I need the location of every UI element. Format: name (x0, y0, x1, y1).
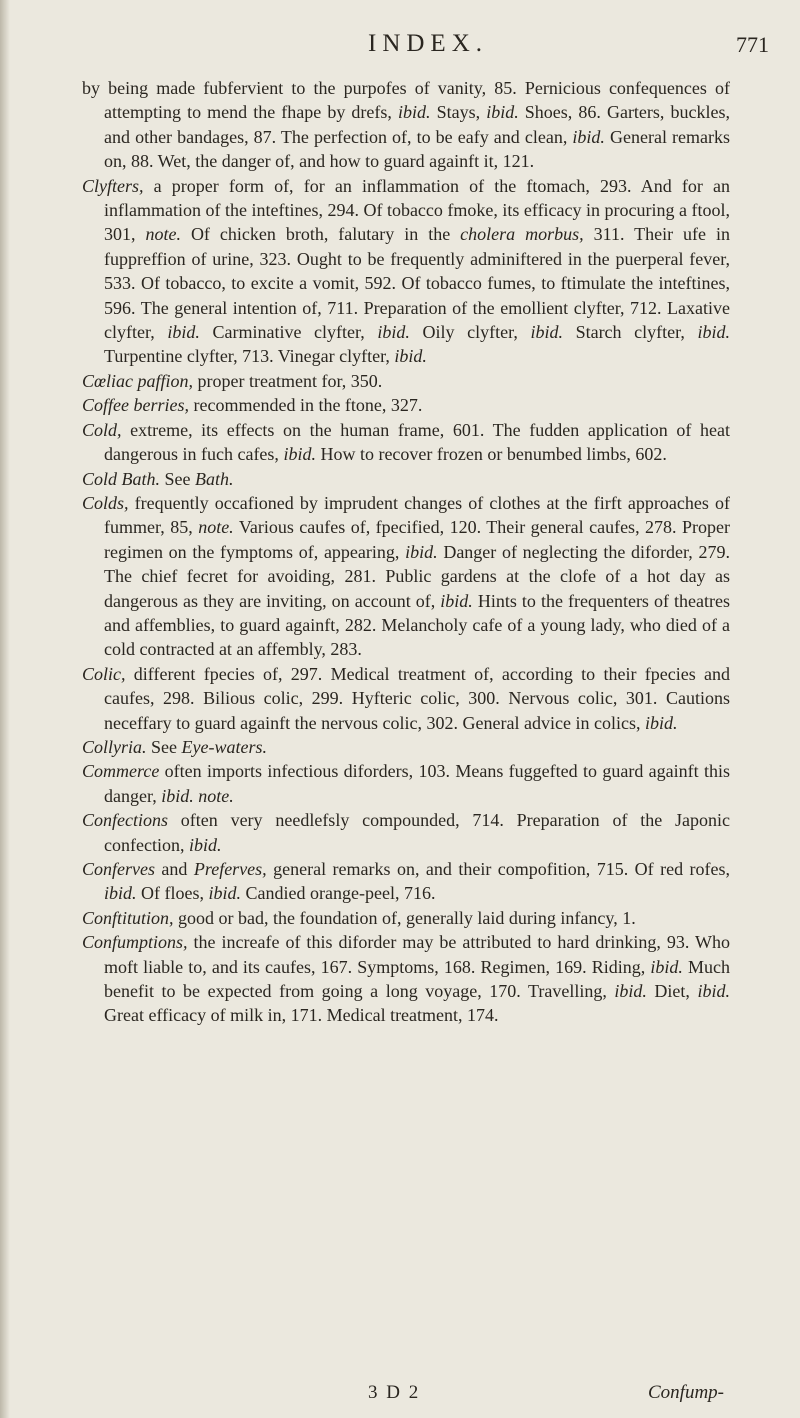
entry-text: 311. Their ufe in fuppreffion of urine, 323. Ought to be frequently adminiftered in the puerperal fever, 533. Of tobacco, to excite a vomit, 592. Of tobacco fumes, to ftimulate the inteftines, 596. The general intention of, 711. Preparation of the emollient clyfter, 712. Laxative clyfter, (104, 224, 730, 343)
entry-text: Oily clyfter, (409, 322, 531, 343)
entry-text: by being made fubfervient to the purpofes of vanity, 85. Pernicious confequences of attempting to mend the fhape by drefs, (82, 78, 730, 123)
entry-text: recommended in the ftone, 327. (188, 395, 423, 416)
entry-text: Much benefit to be expected from going a long voyage, 170. Travelling, (104, 956, 730, 1002)
signature-mark: 3 D 2 (368, 1382, 421, 1403)
entry-italic-text: ibid. (440, 590, 473, 611)
index-entry (82, 76, 730, 174)
index-entry (82, 418, 730, 467)
entry-text: How to recover frozen or benumbed limbs, 602. (315, 444, 667, 465)
entry-text: Turpentine clyfter, 713. Vinegar clyfter, (104, 346, 395, 367)
index-entry (82, 393, 730, 417)
entry-text: Diet, (646, 981, 698, 1002)
entry-italic-text: Eye-waters. (181, 736, 267, 757)
index-entry (82, 808, 730, 857)
entry-headword: Cold, (82, 419, 122, 440)
entry-text: good or bad, the foundation of, generally laid during infancy, 1. (173, 907, 636, 928)
entry-headword: Colds, (82, 492, 129, 513)
index-entry (82, 662, 730, 735)
entry-italic-text: ibid. (405, 541, 438, 562)
entry-italic-text: ibid. (188, 834, 222, 855)
entry-headword: Collyria. (82, 736, 147, 757)
entry-italic-text: ibid. (644, 712, 678, 733)
entry-italic-text: ibid. (283, 444, 316, 465)
entry-text: a proper form of, for an inflammation of the ftomach, 293. And for an inflammation of the inteftines, 294. Of tobacco fmoke, its efficacy in procuring a ftool, 301, (104, 175, 730, 245)
entry-italic-text: ibid. (697, 322, 731, 343)
entry-italic-text: Preferves, (193, 859, 267, 879)
entry-text: See (160, 468, 196, 489)
entry-italic-text: ibid. (208, 883, 242, 904)
entry-headword: Cold Bath. (82, 468, 161, 489)
entry-italic-text: ibid. (572, 126, 605, 147)
entry-italic-text: ibid. (697, 981, 730, 1002)
entry-text: Danger of neglecting the diforder, 279. The chief fecret for avoiding, 281. Public gardens at the clofe of a hot day as dangerous as they are inviting, on account of, (104, 541, 730, 611)
entry-headword: Colic, (82, 663, 126, 684)
entry-italic-text: Bath. (195, 468, 234, 489)
entry-headword: Coffee berries, (82, 395, 189, 416)
index-entry (82, 930, 730, 1028)
entry-headword: Confumptions, (82, 932, 188, 953)
running-head: INDEX. (368, 30, 489, 57)
entry-text: Of floes, (136, 883, 209, 904)
entry-text: General remarks on, 88. Wet, the danger of, and how to guard againft it, 121. (104, 126, 730, 172)
entry-italic-text: ibid. (650, 956, 683, 977)
entry-headword: Clyfters, (82, 175, 144, 196)
entry-italic-text: ibid. (377, 322, 410, 343)
entry-text: Hints to the frequenters of theatres and affemblies, to guard againft, 282. Melancholy cafe of a young lady, who died of a cold contracted at an affembly, 283. (104, 590, 730, 660)
page-gutter-shadow (0, 0, 10, 1418)
page-header (0, 28, 800, 68)
entry-headword: Cœliac paffion, (82, 370, 194, 391)
page-number: 771 (736, 32, 769, 57)
entry-text: Candied orange-peel, 716. (241, 883, 436, 904)
entry-italic-text: ibid. note. (161, 785, 234, 806)
entry-text: different fpecies of, 297. Medical treatment of, according to their fpecies and caufes, 298. Bilious colic, 299. Hyfteric colic, 300. Nervous colic, 301. Cautions neceffary to guard againft the nervous colic, 302. General advice in colics, (104, 663, 730, 733)
entry-text: Stays, (430, 102, 487, 123)
entry-headword: Conferves (82, 859, 155, 879)
entry-italic-text: ibid. (486, 102, 519, 123)
entry-italic-text: ibid. (104, 883, 137, 904)
entry-headword: Commerce (82, 761, 160, 782)
catchword: Confump- (648, 1382, 724, 1403)
index-entry (82, 174, 730, 369)
index-entry (82, 467, 730, 491)
entry-text: frequently occafioned by imprudent changes of clothes at the firft approaches of fummer, 85, (104, 492, 730, 538)
entry-text: Starch clyfter, (562, 322, 698, 343)
entry-italic-text: ibid. (394, 346, 427, 367)
page-footer (0, 1382, 800, 1412)
entry-text: Great efficacy of milk in, 171. Medical treatment, 174. (104, 1005, 499, 1026)
entry-italic-text: cholera morbus, (460, 224, 584, 245)
entry-italic-text: ibid. (398, 102, 431, 123)
entry-text: See (146, 736, 182, 757)
index-entry (82, 491, 730, 662)
entry-headword: Confections (82, 810, 168, 831)
entry-text: general remarks on, and their compofition, 715. Of red rofes, (266, 859, 730, 879)
index-entry (82, 369, 730, 393)
entry-text: extreme, its effects on the human frame, 601. The fudden application of heat dangerous in fuch cafes, (104, 419, 730, 465)
index-entry (82, 857, 730, 906)
entry-headword: Conftitution, (82, 907, 174, 928)
entry-italic-text: ibid. (614, 981, 647, 1002)
entry-text: Various caufes of, fpecified, 120. Their general caufes, 278. Proper regimen on the fymptoms of, appearing, (104, 517, 730, 562)
index-body (82, 76, 730, 1028)
index-entry (82, 906, 730, 930)
index-entry (82, 759, 730, 808)
entry-text: often imports infectious diforders, 103. Means fuggefted to guard againft this danger, (104, 761, 730, 806)
entry-text: Carminative clyfter, (199, 322, 378, 343)
index-entry (82, 735, 730, 759)
entry-text: often very needlefsly compounded, 714. Preparation of the Japonic confection, (104, 810, 730, 855)
entry-text: proper treatment for, 350. (193, 370, 383, 391)
entry-text: and (154, 859, 194, 879)
entry-italic-text: note. (145, 224, 181, 245)
entry-italic-text: ibid. (530, 322, 563, 343)
entry-italic-text: ibid. (167, 322, 200, 343)
entry-italic-text: note. (198, 517, 234, 538)
entry-text: Of chicken broth, falutary in the (180, 224, 461, 245)
entry-text: the increafe of this diforder may be attributed to hard drinking, 93. Who moft liable to, and its caufes, 167. Symptoms, 168. Regimen, 169. Riding, (104, 932, 730, 977)
entry-text: Shoes, 86. Garters, buckles, and other bandages, 87. The perfection of, to be eafy and clean, (104, 102, 730, 147)
